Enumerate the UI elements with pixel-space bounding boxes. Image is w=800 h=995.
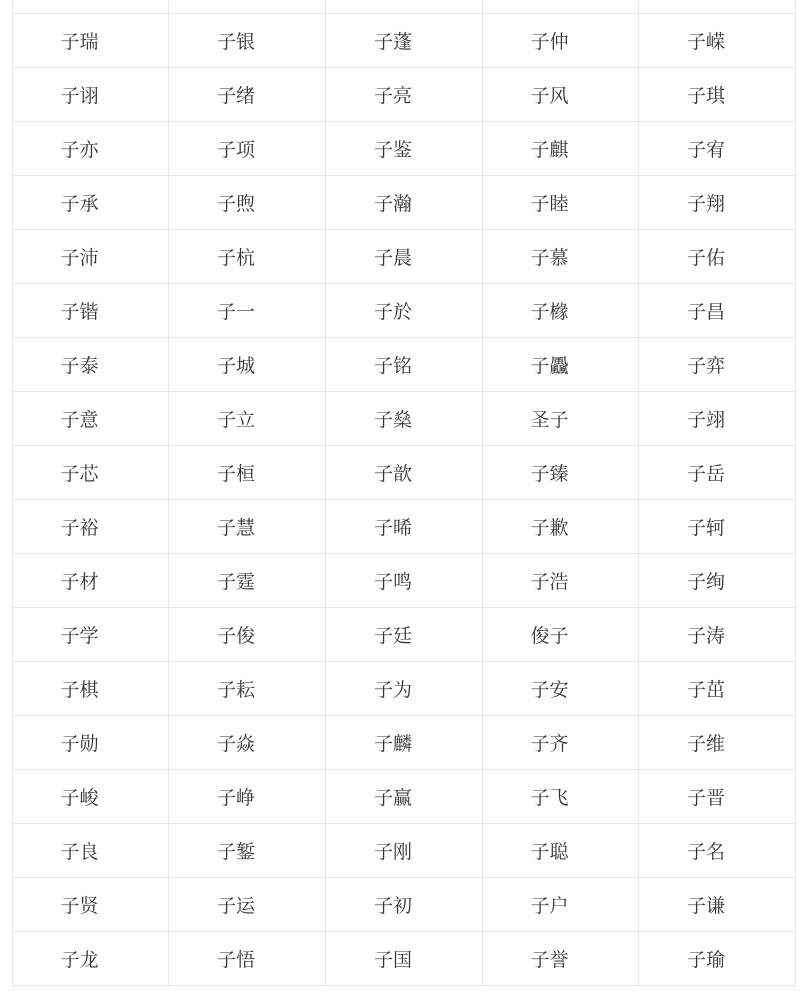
table-row: [13, 68, 796, 122]
name-text: 子翔: [686, 193, 725, 215]
name-text: 子佑: [686, 247, 725, 269]
name-cell: [13, 338, 169, 392]
name-cell: [483, 0, 639, 14]
name-cell: [13, 284, 169, 338]
name-text: 子峻: [60, 787, 99, 809]
name-cell: [13, 608, 169, 662]
table-row: [13, 0, 796, 14]
name-cell: [483, 284, 639, 338]
name-cell: [13, 14, 169, 68]
name-cell: [169, 716, 326, 770]
name-cell: [169, 122, 326, 176]
name-text: 子悟: [216, 949, 255, 971]
name-text: 子麟: [373, 733, 412, 755]
name-text: 子刚: [373, 841, 412, 863]
name-cell: [326, 284, 483, 338]
name-cell: [169, 446, 326, 500]
name-text: 子晋: [686, 787, 725, 809]
name-cell: [483, 122, 639, 176]
name-cell: [483, 608, 639, 662]
table-row: [13, 176, 796, 230]
name-text: 子齐: [530, 733, 569, 755]
name-text: 子名: [686, 841, 725, 863]
name-text: 子良: [60, 841, 99, 863]
name-text: 子棋: [60, 679, 99, 701]
name-cell: [13, 500, 169, 554]
name-cell: [483, 554, 639, 608]
table-row: [13, 14, 796, 68]
table-row: [13, 338, 796, 392]
name-text: 子茁: [686, 679, 725, 701]
name-cell: [13, 662, 169, 716]
name-cell: [326, 446, 483, 500]
table-row: [13, 662, 796, 716]
names-table: [12, 0, 796, 986]
name-cell: [13, 878, 169, 932]
name-text: 子沛: [60, 247, 99, 269]
name-cell: [639, 554, 796, 608]
name-text: 子岳: [686, 463, 725, 485]
name-text: 子歆: [373, 463, 412, 485]
name-text: 子耘: [216, 679, 255, 701]
table-row: [13, 284, 796, 338]
name-text: 子户: [530, 895, 569, 917]
table-row: [13, 392, 796, 446]
name-text: 子亮: [373, 85, 412, 107]
name-text: 子歉: [530, 517, 569, 539]
table-row: [13, 122, 796, 176]
name-cell: [483, 662, 639, 716]
name-text: 子霆: [216, 571, 255, 593]
name-text: 子於: [373, 301, 412, 323]
name-text: 子慕: [530, 247, 569, 269]
name-text: 子绚: [686, 571, 725, 593]
name-text: 子晨: [373, 247, 412, 269]
name-text: 子维: [686, 733, 725, 755]
name-text: 子瀚: [373, 193, 412, 215]
name-cell: [326, 608, 483, 662]
name-cell: [483, 338, 639, 392]
name-cell: [639, 608, 796, 662]
name-cell: [326, 878, 483, 932]
name-cell: [13, 932, 169, 986]
name-cell: [639, 230, 796, 284]
name-cell: [13, 824, 169, 878]
name-text: 子运: [216, 895, 255, 917]
name-cell: [13, 230, 169, 284]
name-text: 子安: [530, 679, 569, 701]
name-cell: [639, 500, 796, 554]
name-cell: [326, 338, 483, 392]
name-text: 子俊: [216, 625, 255, 647]
name-text: 子鸣: [373, 571, 412, 593]
name-cell: [13, 554, 169, 608]
name-text: 俊子: [530, 625, 569, 647]
name-cell: [169, 662, 326, 716]
name-text: 子诩: [60, 85, 99, 107]
name-text: 子麒: [530, 139, 569, 161]
name-cell: [326, 824, 483, 878]
name-text: 子慧: [216, 517, 255, 539]
name-text: 子聪: [530, 841, 569, 863]
name-text: 子涛: [686, 625, 725, 647]
name-cell: [483, 176, 639, 230]
name-text: 子材: [60, 571, 99, 593]
name-cell: [326, 932, 483, 986]
name-cell: [483, 230, 639, 284]
table-row: [13, 230, 796, 284]
name-cell: [483, 392, 639, 446]
name-cell: [326, 68, 483, 122]
name-cell: [639, 716, 796, 770]
name-text: 子仲: [530, 31, 569, 53]
name-text: 子浩: [530, 571, 569, 593]
name-cell: [326, 176, 483, 230]
name-cell: [483, 500, 639, 554]
name-cell: [326, 554, 483, 608]
name-text: 子芯: [60, 463, 99, 485]
name-cell: [13, 392, 169, 446]
name-cell: [326, 230, 483, 284]
name-cell: [639, 176, 796, 230]
name-cell: [483, 824, 639, 878]
name-text: 子承: [60, 193, 99, 215]
table-row: [13, 446, 796, 500]
name-cell: [326, 770, 483, 824]
name-text: 子风: [530, 85, 569, 107]
table-row: [13, 770, 796, 824]
table-row: [13, 932, 796, 986]
name-text: 子一: [216, 301, 255, 323]
name-cell: [639, 932, 796, 986]
name-cell: [326, 122, 483, 176]
name-text: 子橼: [530, 301, 569, 323]
name-cell: [169, 284, 326, 338]
name-text: 子桓: [216, 463, 255, 485]
name-cell: [169, 878, 326, 932]
name-text: 子誉: [530, 949, 569, 971]
name-cell: [169, 0, 326, 14]
name-text: 子瑜: [686, 949, 725, 971]
name-text: 子焱: [216, 733, 255, 755]
name-cell: [326, 716, 483, 770]
name-text: 子蓬: [373, 31, 412, 53]
name-cell: [169, 176, 326, 230]
name-cell: [483, 878, 639, 932]
name-text: 子为: [373, 679, 412, 701]
name-cell: [639, 68, 796, 122]
name-text: 子鉴: [373, 139, 412, 161]
name-cell: [169, 230, 326, 284]
name-cell: [169, 392, 326, 446]
name-text: 子城: [216, 355, 255, 377]
name-text: 子飞: [530, 787, 569, 809]
name-cell: [169, 608, 326, 662]
name-cell: [169, 824, 326, 878]
name-cell: [639, 824, 796, 878]
name-text: 子翊: [686, 409, 725, 431]
name-cell: [13, 0, 169, 14]
table-row: [13, 716, 796, 770]
name-cell: [639, 284, 796, 338]
name-text: 子亦: [60, 139, 99, 161]
name-cell: [483, 68, 639, 122]
table-row: [13, 554, 796, 608]
name-cell: [326, 0, 483, 14]
name-cell: [13, 122, 169, 176]
name-text: 子银: [216, 31, 255, 53]
name-text: 子宥: [686, 139, 725, 161]
name-text: 子廷: [373, 625, 412, 647]
name-text: 圣子: [530, 409, 569, 431]
name-text: 子晞: [373, 517, 412, 539]
name-cell: [169, 932, 326, 986]
name-cell: [169, 68, 326, 122]
name-text: 子臻: [530, 463, 569, 485]
name-text: 子绪: [216, 85, 255, 107]
name-cell: [169, 14, 326, 68]
name-cell: [639, 14, 796, 68]
names-table-body: [13, 0, 796, 986]
name-cell: [639, 0, 796, 14]
name-text: 子谦: [686, 895, 725, 917]
name-cell: [169, 500, 326, 554]
name-text: 子飍: [530, 355, 569, 377]
name-cell: [13, 716, 169, 770]
name-text: 子赢: [373, 787, 412, 809]
name-text: 子锴: [60, 301, 99, 323]
name-text: 子錾: [216, 841, 255, 863]
name-cell: [639, 122, 796, 176]
name-cell: [639, 446, 796, 500]
table-row: [13, 878, 796, 932]
name-text: 子嵘: [686, 31, 725, 53]
name-text: 子峥: [216, 787, 255, 809]
name-cell: [639, 770, 796, 824]
name-text: 子轲: [686, 517, 725, 539]
name-cell: [169, 338, 326, 392]
name-text: 子意: [60, 409, 99, 431]
name-cell: [483, 14, 639, 68]
name-cell: [169, 770, 326, 824]
name-text: 子项: [216, 139, 255, 161]
name-cell: [13, 446, 169, 500]
name-cell: [326, 392, 483, 446]
name-text: 子琪: [686, 85, 725, 107]
name-cell: [326, 14, 483, 68]
name-cell: [483, 770, 639, 824]
name-text: 子昌: [686, 301, 725, 323]
name-cell: [13, 176, 169, 230]
name-cell: [13, 770, 169, 824]
name-cell: [13, 68, 169, 122]
name-text: 子初: [373, 895, 412, 917]
table-row: [13, 500, 796, 554]
name-text: 子勋: [60, 733, 99, 755]
name-text: 子燊: [373, 409, 412, 431]
name-text: 子瑞: [60, 31, 99, 53]
name-text: 子铭: [373, 355, 412, 377]
name-text: 子泰: [60, 355, 99, 377]
name-text: 子学: [60, 625, 99, 647]
name-cell: [639, 662, 796, 716]
name-cell: [326, 662, 483, 716]
name-text: 子煦: [216, 193, 255, 215]
name-cell: [639, 392, 796, 446]
name-text: 子国: [373, 949, 412, 971]
name-cell: [169, 554, 326, 608]
table-row: [13, 608, 796, 662]
name-text: 子睦: [530, 193, 569, 215]
name-text: 子立: [216, 409, 255, 431]
name-text: 子杭: [216, 247, 255, 269]
name-cell: [483, 932, 639, 986]
name-text: 子裕: [60, 517, 99, 539]
name-cell: [326, 500, 483, 554]
name-text: 子贤: [60, 895, 99, 917]
name-cell: [639, 878, 796, 932]
name-text: 子弈: [686, 355, 725, 377]
name-cell: [483, 716, 639, 770]
name-cell: [483, 446, 639, 500]
name-text: 子龙: [60, 949, 99, 971]
name-cell: [639, 338, 796, 392]
table-row: [13, 824, 796, 878]
